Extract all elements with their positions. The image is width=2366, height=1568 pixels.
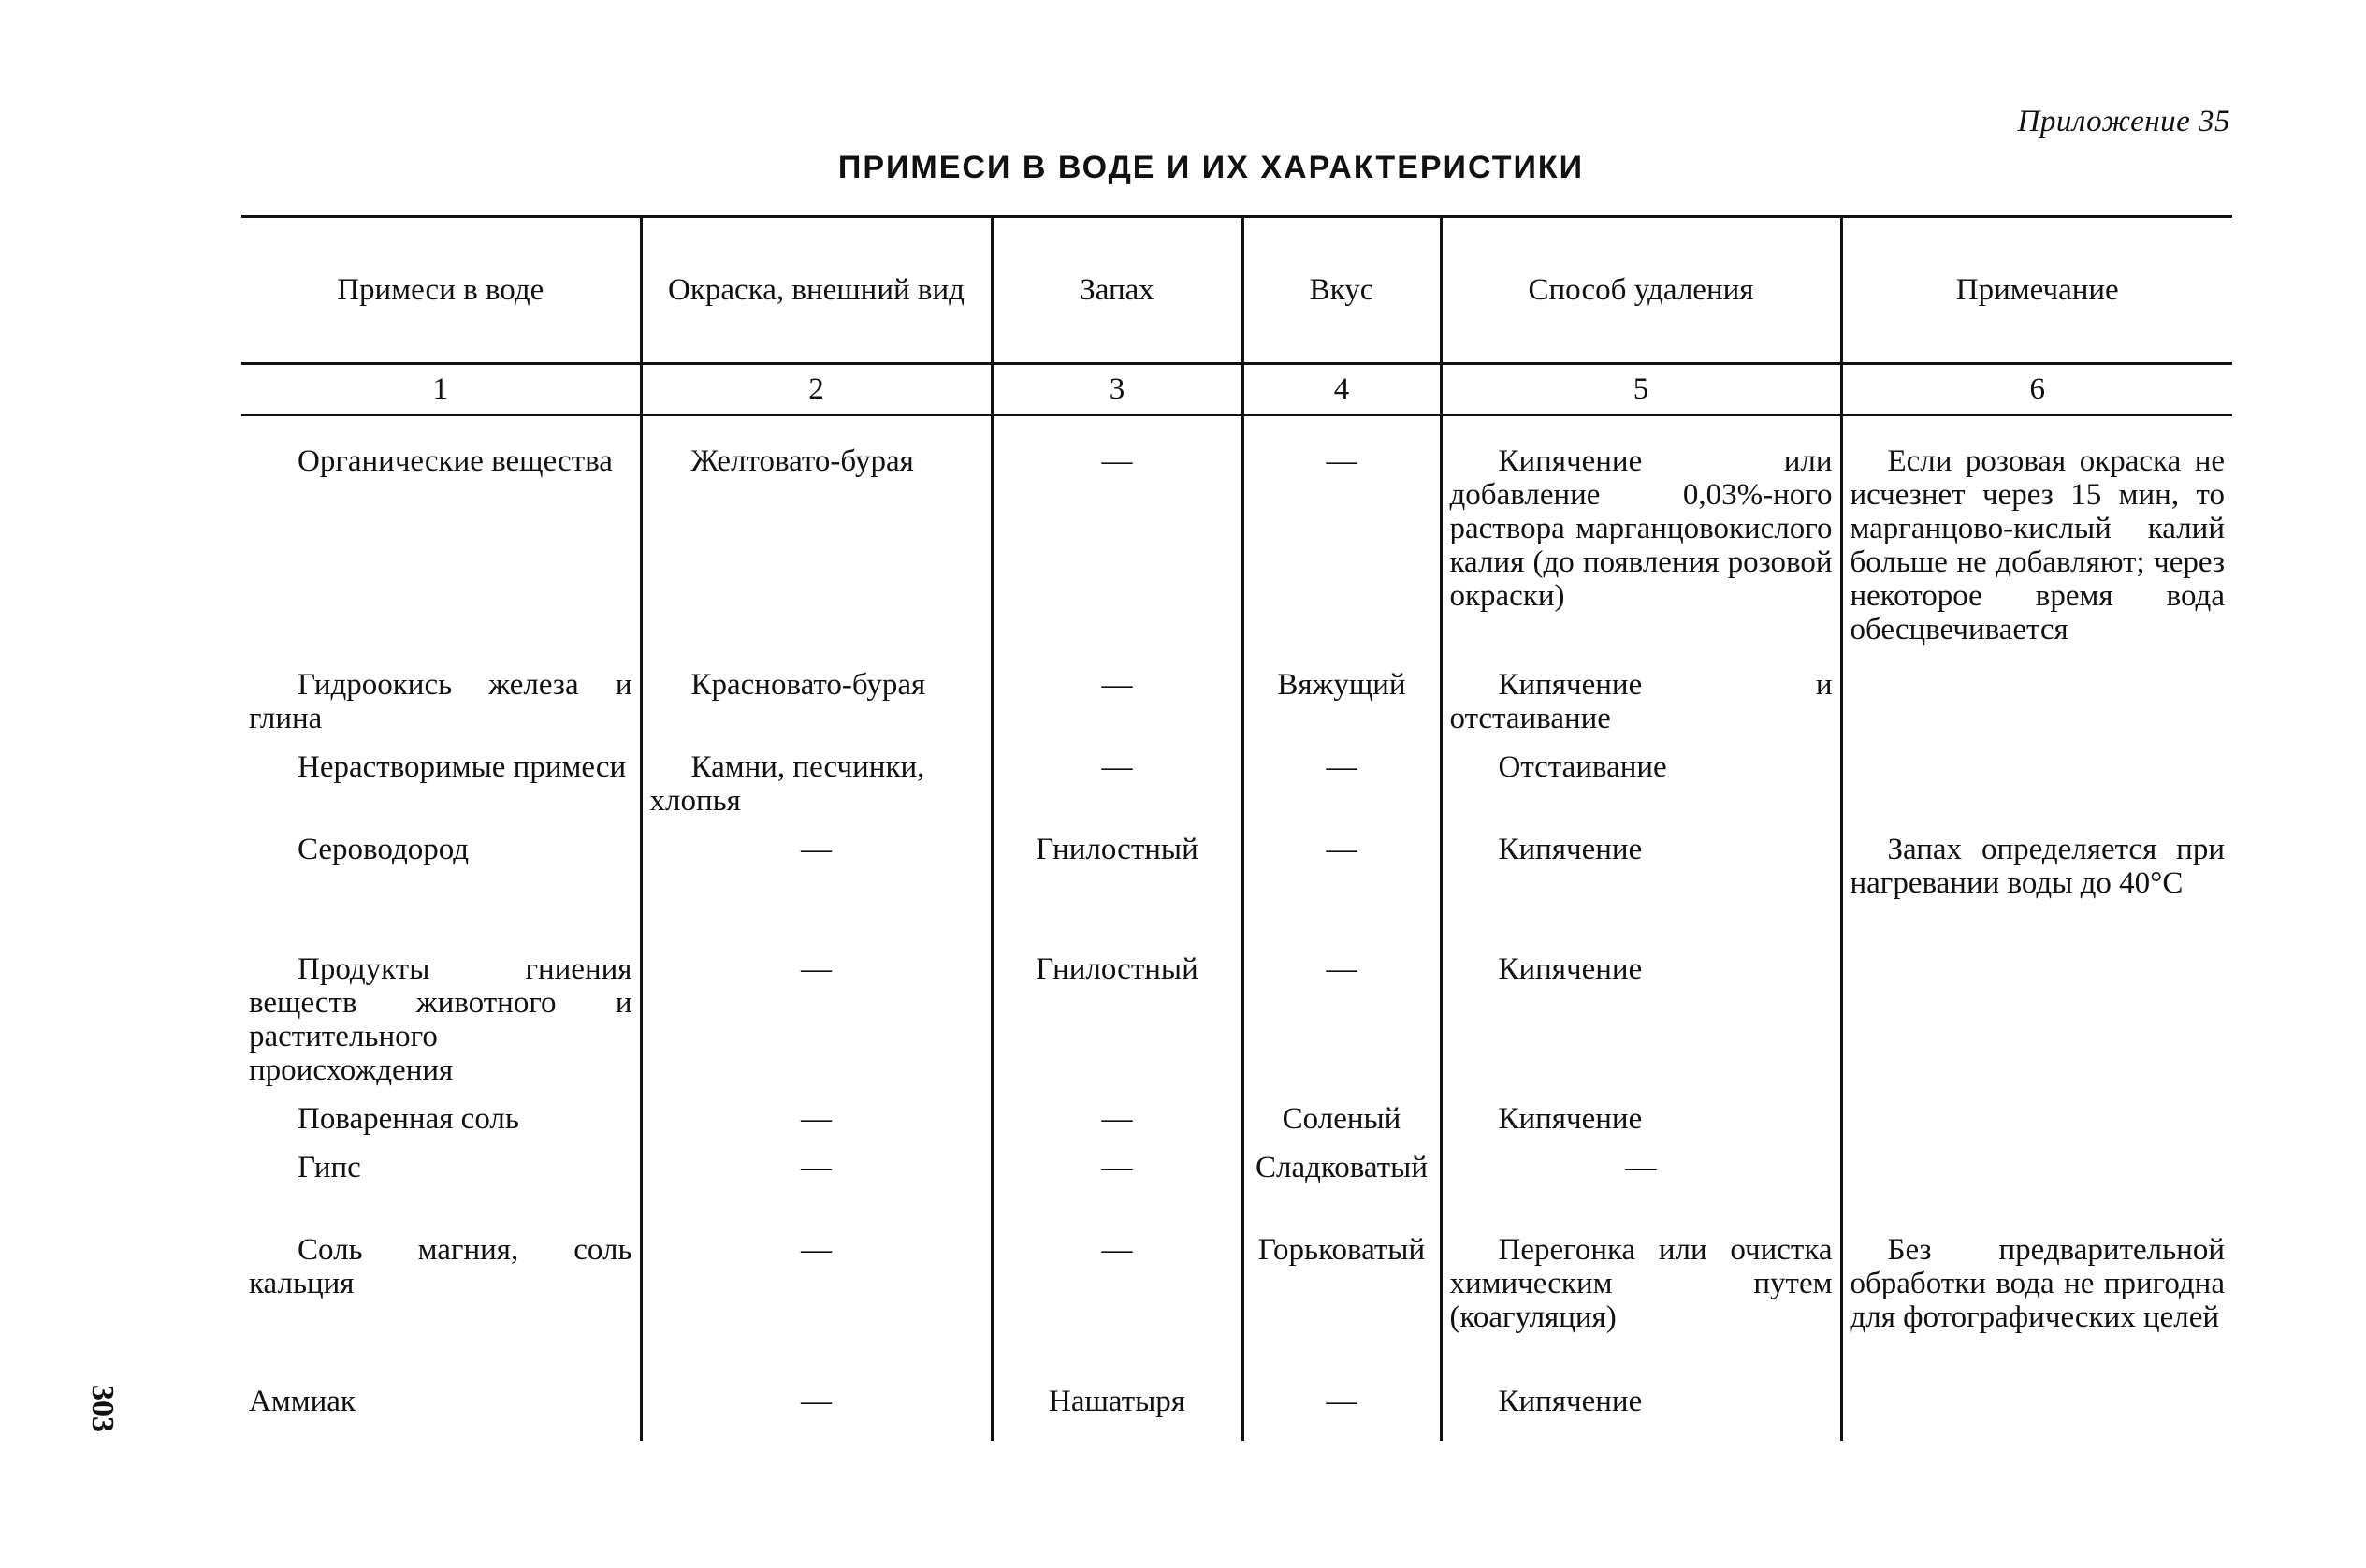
color-cell: — [641, 1102, 992, 1151]
header-row [241, 217, 2232, 364]
color-cell: — [641, 1385, 992, 1441]
smell-cell: Гнилостный [992, 833, 1242, 952]
note-cell: Запах определяется при нагревании воды до 40°С [1841, 833, 2232, 952]
taste-cell: — [1242, 415, 1441, 668]
impurity-cell: Продукты гниения веществ животного и растительного происхождения [249, 951, 632, 1087]
table-row [241, 1151, 2232, 1233]
table-row [241, 750, 2232, 833]
impurity-cell: Поваренная соль [298, 1101, 519, 1136]
note-cell [1841, 952, 2232, 1102]
smell-cell: Нашатыря [992, 1385, 1242, 1441]
column-number: 4 [1242, 364, 1441, 415]
header-smell: Запах [992, 217, 1242, 364]
impurity-cell: Органические вещества [298, 444, 613, 478]
note-cell [1841, 750, 2232, 833]
taste-cell: Сладковатый [1242, 1151, 1441, 1233]
impurity-cell: Гипс [298, 1150, 361, 1184]
impurities-table [241, 215, 2232, 1441]
color-cell: — [641, 833, 992, 952]
note-cell: Если розовая окраска не исчезнет через 15 мин, то марганцово-кислый калий больше не добавляют; через некоторое время вода обесцвечивается [1841, 415, 2232, 668]
impurity-cell: Гидроокись железа и глина [249, 667, 632, 735]
removal-cell: Кипячение [1441, 833, 1841, 952]
removal-cell: Перегонка или очистка химическим путем (коагуляция) [1441, 1233, 1841, 1385]
note-cell: Без предварительной обработки вода не пригодна для фотографических целей [1841, 1233, 2232, 1385]
removal-cell: — [1441, 1151, 1841, 1233]
color-cell: Камни, песчинки, хлопья [641, 750, 992, 833]
removal-cell: Кипячение [1441, 1385, 1841, 1441]
header-removal: Способ удаления [1441, 217, 1841, 364]
page-number: 303 [85, 1385, 120, 1432]
table-row [241, 415, 2232, 668]
table-row [241, 1385, 2232, 1441]
note-cell [1841, 1385, 2232, 1441]
impurity-cell: Соль магния, соль кальция [249, 1232, 632, 1300]
removal-cell: Кипячение или добавление 0,03%-ного раствора марганцовокислого калия (до появления розовой окраски) [1441, 415, 1841, 668]
color-cell: — [641, 952, 992, 1102]
header-taste: Вкус [1242, 217, 1441, 364]
smell-cell: Гнилостный [992, 952, 1242, 1102]
column-number: 2 [641, 364, 992, 415]
impurity-cell: Сероводород [298, 832, 470, 866]
header-impurity: Примеси в воде [241, 217, 641, 364]
column-number: 1 [241, 364, 641, 415]
taste-cell: — [1242, 1385, 1441, 1441]
taste-cell: — [1242, 952, 1441, 1102]
taste-cell: Соленый [1242, 1102, 1441, 1151]
taste-cell: Вяжущий [1242, 668, 1441, 750]
table-row [241, 1102, 2232, 1151]
taste-cell: Горьковатый [1242, 1233, 1441, 1385]
smell-cell: — [992, 1151, 1242, 1233]
taste-cell: — [1242, 750, 1441, 833]
column-number: 6 [1841, 364, 2232, 415]
removal-cell: Отстаивание [1441, 750, 1841, 833]
smell-cell: — [992, 668, 1242, 750]
smell-cell: — [992, 750, 1242, 833]
removal-cell: Кипячение [1441, 1102, 1841, 1151]
impurity-cell: Нерастворимые примеси [298, 749, 627, 784]
note-cell [1841, 1102, 2232, 1151]
page-title: ПРИМЕСИ В ВОДЕ И ИХ ХАРАКТЕРИСТИКИ [837, 150, 1585, 185]
table-row [241, 952, 2232, 1102]
taste-cell: — [1242, 833, 1441, 952]
header-color: Окраска, внешний вид [641, 217, 992, 364]
impurity-cell: Аммиак [249, 1384, 356, 1418]
column-number: 3 [992, 364, 1242, 415]
smell-cell: — [992, 1102, 1242, 1151]
table-row [241, 833, 2232, 952]
column-number: 5 [1441, 364, 1841, 415]
removal-cell: Кипячение и отстаивание [1441, 668, 1841, 750]
note-cell [1841, 1151, 2232, 1233]
column-number-row [241, 364, 2232, 415]
appendix-label: Приложение 35 [2017, 105, 2230, 138]
smell-cell: — [992, 415, 1242, 668]
table-row [241, 1233, 2232, 1385]
note-cell [1841, 668, 2232, 750]
color-cell: Красновато-бурая [641, 668, 992, 750]
color-cell: Желтовато-бурая [641, 415, 992, 668]
table-row [241, 668, 2232, 750]
color-cell: — [641, 1233, 992, 1385]
removal-cell: Кипячение [1441, 952, 1841, 1102]
smell-cell: — [992, 1233, 1242, 1385]
header-note: Примечание [1841, 217, 2232, 364]
color-cell: — [641, 1151, 992, 1233]
